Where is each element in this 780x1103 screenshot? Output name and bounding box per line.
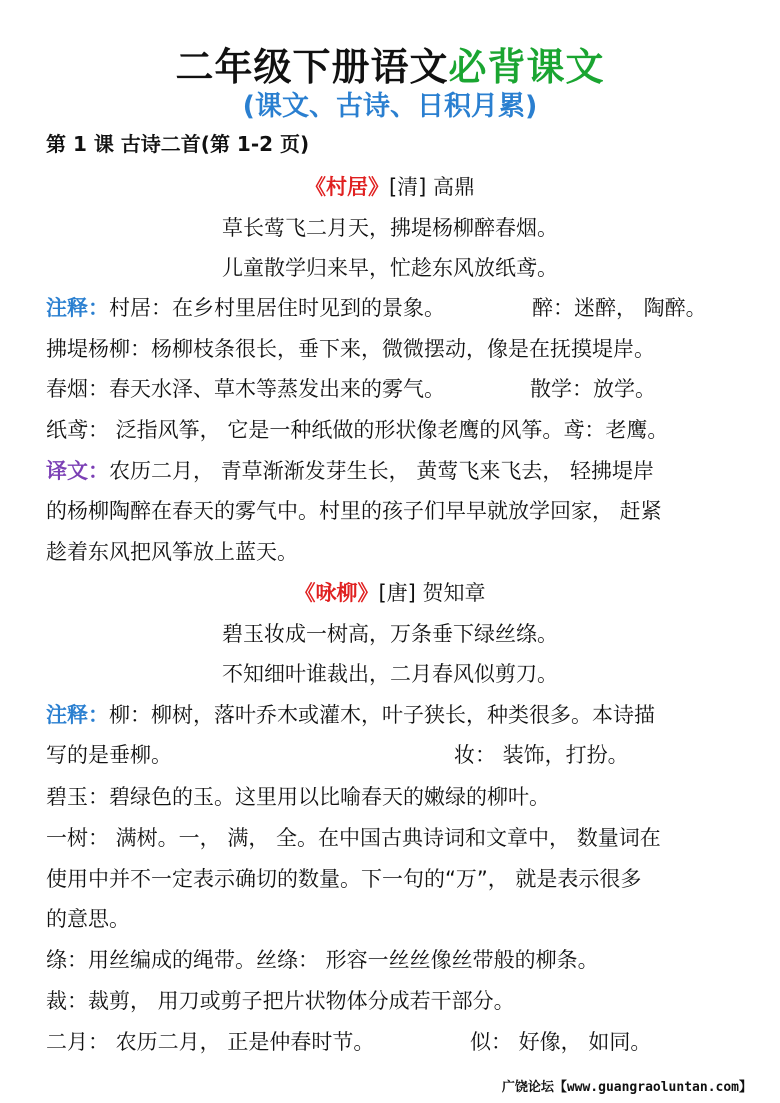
note-line bbox=[46, 700, 746, 730]
note-text: 二月： 农历二月， 正是仲春时节。 bbox=[46, 1030, 375, 1054]
note-line bbox=[46, 1027, 746, 1057]
note-line bbox=[46, 293, 746, 323]
translation-line: 趁着东风把风筝放上蓝天。 bbox=[46, 540, 298, 564]
note-line: 的意思。 bbox=[46, 907, 130, 931]
note-line bbox=[46, 740, 746, 770]
poem-author: [唐] 贺知章 bbox=[378, 581, 486, 605]
poem-verse: 草长莺飞二月天，拂堤杨柳醉春烟。 bbox=[222, 216, 558, 240]
note-line: 使用中并不一定表示确切的数量。下一句的“万”， 就是表示很多 bbox=[46, 867, 642, 891]
poem-name: 《咏柳》 bbox=[294, 581, 379, 605]
note-line: 拂堤杨柳：杨柳枝条很长，垂下来，微微摆动，像是在抚摸堤岸。 bbox=[46, 337, 655, 361]
poem-author: [清] 高鼎 bbox=[388, 175, 476, 199]
page-title bbox=[0, 44, 780, 90]
note-line: 一树： 满树。一， 满， 全。在中国古典诗词和文章中， 数量词在 bbox=[46, 826, 661, 850]
note-line: 绦：用丝编成的绳带。丝绦： 形容一丝丝像丝带般的柳条。 bbox=[46, 948, 599, 972]
translation-line bbox=[46, 456, 746, 486]
note-text: 醉：迷醉， 陶醉。 bbox=[532, 296, 707, 320]
translation-text: 农历二月， 青草渐渐发芽生长， 黄莺飞来飞去， 轻拂堤岸 bbox=[109, 459, 655, 483]
poem-title-yongliu bbox=[0, 578, 780, 608]
title-main: 二年级下册语文 bbox=[175, 45, 449, 89]
poem-verse: 碧玉妆成一树高，万条垂下绿丝绦。 bbox=[222, 622, 558, 646]
translation-label: 译文： bbox=[46, 459, 109, 483]
notes-label: 注释： bbox=[46, 703, 109, 727]
poem-verse: 不知细叶谁裁出，二月春风似剪刀。 bbox=[222, 662, 558, 686]
note-line: 裁：裁剪， 用刀或剪子把片状物体分成若干部分。 bbox=[46, 989, 515, 1013]
notes-label: 注释： bbox=[46, 296, 109, 320]
note-text: 写的是垂柳。 bbox=[46, 743, 172, 767]
note-line: 纸鸢： 泛指风筝， 它是一种纸做的形状像老鹰的风筝。鸢：老鹰。 bbox=[46, 418, 669, 442]
translation-line: 的杨柳陶醉在春天的雾气中。村里的孩子们早早就放学回家， 赶紧 bbox=[46, 499, 662, 523]
note-text: 村居：在乡村里居住时见到的景象。 bbox=[109, 296, 445, 320]
page-subtitle: (课文、古诗、日积月累) bbox=[242, 91, 538, 122]
note-text: 似： 好像， 如同。 bbox=[470, 1030, 652, 1054]
poem-verse: 儿童散学归来早，忙趁东风放纸鸢。 bbox=[222, 256, 558, 280]
note-text: 柳：柳树，落叶乔木或灌木，叶子狭长，种类很多。本诗描 bbox=[109, 703, 655, 727]
poem-name: 《村居》 bbox=[304, 175, 389, 199]
note-text: 春烟：春天水泽、草木等蒸发出来的雾气。 bbox=[46, 377, 445, 401]
note-line: 碧玉：碧绿色的玉。这里用以比喻春天的嫩绿的柳叶。 bbox=[46, 785, 550, 809]
note-line bbox=[46, 374, 746, 404]
footer-watermark: 广饶论坛【www.guangraoluntan.com】 bbox=[501, 1080, 752, 1095]
note-text: 妆： 装饰，打扮。 bbox=[454, 743, 629, 767]
poem-title-cunju bbox=[0, 172, 780, 202]
lesson-heading: 第 1 课 古诗二首(第 1-2 页) bbox=[46, 132, 310, 156]
title-highlight: 必背课文 bbox=[448, 45, 605, 89]
note-text: 散学：放学。 bbox=[530, 377, 656, 401]
